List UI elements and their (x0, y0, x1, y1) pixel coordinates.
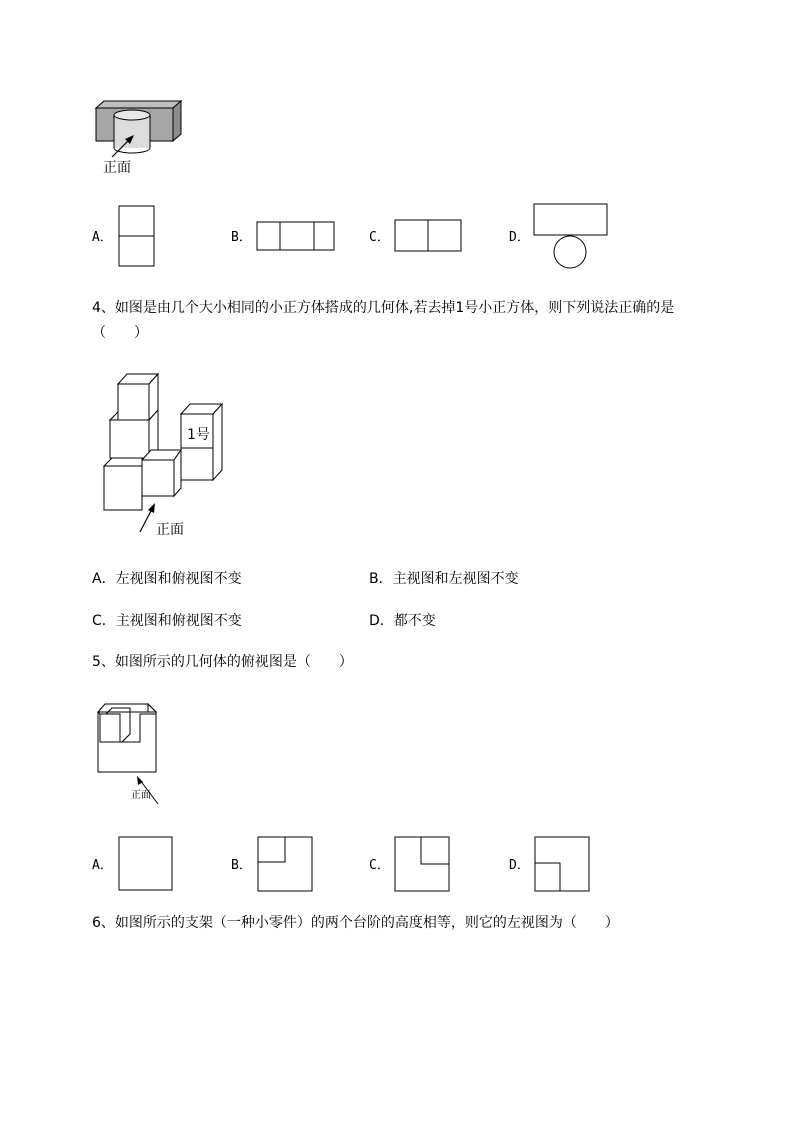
q3-option-a-figure[interactable] (118, 205, 156, 268)
q5-option-b-label[interactable]: B． (231, 858, 252, 873)
q3-option-b-figure[interactable] (256, 221, 336, 253)
q5-option-c-label[interactable]: C． (369, 858, 390, 873)
q3-cylinder-top (114, 110, 150, 120)
q5-option-d-label[interactable]: D． (509, 858, 530, 873)
q3-option-a-label[interactable]: A． (92, 230, 113, 245)
q4-option-b[interactable]: B．主视图和左视图不变 (369, 571, 519, 587)
q3-box-top (96, 101, 181, 108)
q3-option-c-label[interactable]: C． (369, 230, 390, 245)
q4-stem-line2: （ ） (92, 325, 148, 341)
q4-cube-1-label: 1号 (187, 427, 210, 443)
q3-option-b-label[interactable]: B． (231, 230, 252, 245)
q3-box-side (173, 101, 181, 141)
q4-option-d[interactable]: D．都不变 (369, 613, 436, 629)
q4-front-label: 正面 (156, 522, 184, 538)
q5-option-d-figure[interactable] (534, 836, 591, 893)
q5-option-c-figure[interactable] (394, 836, 451, 893)
q3-option-d-figure[interactable] (533, 203, 609, 271)
q6-stem: 6、如图所示的支架（一种小零件）的两个台阶的高度相等，则它的左视图为（ ） (92, 915, 619, 931)
q4-stem-line1: 4、如图是由几个大小相同的小正方体搭成的几何体,若去掉1号小正方体，则下列说法正确的是 (92, 300, 675, 316)
q5-front-label: 正面 (131, 790, 151, 801)
q5-option-a-figure[interactable] (118, 836, 174, 892)
q5-stem: 5、如图所示的几何体的俯视图是（ ） (92, 654, 353, 670)
q5-solid-figure (92, 700, 167, 808)
q5-option-b-figure[interactable] (257, 836, 314, 893)
q4-option-c[interactable]: C．主视图和俯视图不变 (92, 613, 242, 629)
q5-option-a-label[interactable]: A． (92, 858, 113, 873)
q4-cube-figure (100, 370, 230, 540)
q3-option-d-label[interactable]: D． (509, 230, 530, 245)
q3-front-label: 正面 (103, 160, 131, 176)
q3-option-c-figure[interactable] (394, 219, 464, 253)
q4-option-a[interactable]: A．左视图和俯视图不变 (92, 571, 242, 587)
